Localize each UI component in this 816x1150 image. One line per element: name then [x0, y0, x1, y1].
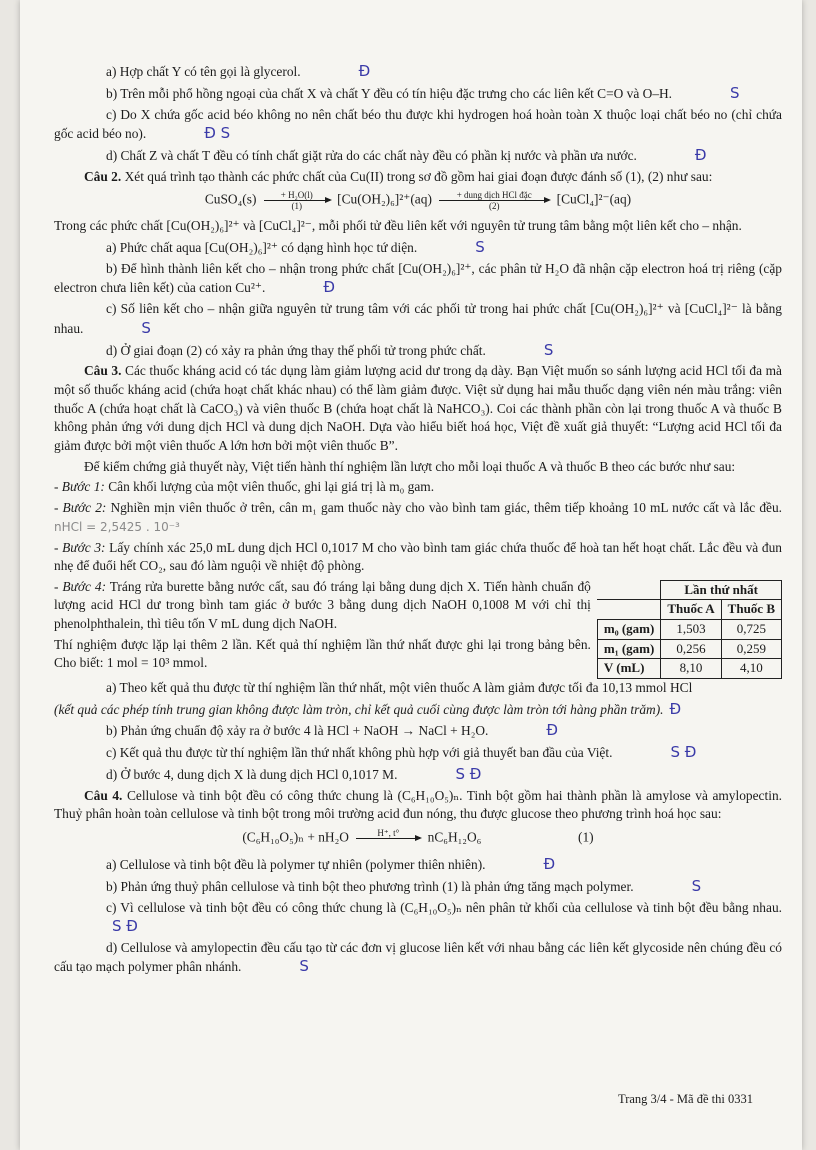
q2-statement-c: c) Số liên kết cho – nhận giữa nguyên tử trung tâm với các phối tử trong hai phức chất [Cu(OH₂)₆]²⁺ và [CuCl₄]²⁻ là bằng nhau. S: [54, 301, 782, 337]
q2-statement-b: b) Để hình thành liên kết cho – nhận trong phức chất [Cu(OH₂)₆]²⁺, các phân tử H₂O đã nhận cặp electron hoá trị riêng (cặp electron chưa liên kết) của cation Cu²⁺. Đ: [54, 260, 782, 297]
q1-statement-a: a) Hợp chất Y có tên gọi là glycerol. Đ: [106, 62, 371, 80]
q3-step-1: - Bước 1: Cân khối lượng của một viên thuốc, ghi lại giá trị là m₀ gam.: [54, 479, 435, 495]
handwritten-mark: S: [691, 876, 702, 895]
handwritten-mark: Đ: [323, 278, 335, 297]
q3-step4-block: [54, 578, 782, 679]
q3-statement-d: d) Ở bước 4, dung dịch X là dung dịch HCl 0,1017 M. S Đ: [106, 764, 482, 783]
handwritten-mark: Đ S: [204, 124, 231, 143]
q3-statement-a-note: (kết quả các phép tính trung gian không được làm tròn, chỉ kết quả cuối cùng được làm tròn tới hàng phần trăm). Đ: [54, 699, 682, 718]
q2-statement-a: a) Phức chất aqua [Cu(OH₂)₆]²⁺ có dạng hình học tứ diện. S: [106, 238, 485, 257]
q1-statement-d: d) Chất Z và chất T đều có tính chất giặt rửa do các chất này đều có phần kị nước và phần ưa nước. Đ: [106, 145, 707, 164]
col-thuoc-b: Thuốc B: [721, 600, 781, 620]
reaction-arrow-icon: H⁺, t°: [356, 828, 420, 849]
q2-intro: Câu 2. Xét quá trình tạo thành các phức chất của Cu(II) trong sơ đồ gồm hai giai đoạn được đánh số (1), (2) như sau:: [84, 168, 713, 184]
q1-statement-b: b) Trên mỗi phổ hồng ngoại của chất X và chất Y đều có tín hiệu đặc trưng cho các liên kết C=O và O–H. S: [106, 83, 740, 102]
handwritten-mark: S Đ: [112, 917, 138, 936]
page-footer: Trang 3/4 - Mã đề thi 0331: [618, 1092, 753, 1106]
q1-statement-c: c) Do X chứa gốc acid béo không no nên chất béo thu được khi hydrogen hoá hoàn toàn X thuộc loại chất béo no (chỉ chứa gốc acid béo no). Đ S: [54, 106, 782, 143]
table-row: V (mL) 8,10 4,10: [597, 659, 781, 679]
handwritten-mark: Đ: [546, 721, 559, 740]
q3-step4-text: [54, 578, 597, 675]
reaction-arrow-icon: + dung dịch HCl đặc (2): [439, 190, 549, 211]
table-subheader-row: [597, 600, 781, 620]
q3-step-3: - Bước 3: Lấy chính xác 25,0 mL dung dịch HCl 0,1017 M cho vào bình tam giác chứa thuốc để hoà tan hết hoạt chất. Lắc đều và đun nhẹ để đuổi hết CO₂, sau đó làm nguội về nhiệt độ phòng.: [54, 539, 782, 574]
q4-statement-d: d) Cellulose và amylopectin đều cấu tạo từ các đơn vị glucose liên kết với nhau bằng các liên kết glycoside nên chúng đều có cấu tạo mạch polymer phân nhánh. S: [54, 939, 782, 976]
handwritten-mark: Đ: [694, 145, 707, 164]
handwritten-mark: S Đ: [670, 743, 697, 762]
q3-repeat: Thí nghiệm được lặp lại thêm 2 lần. Kết quả thí nghiệm lần thứ nhất được ghi lại trong bảng bên. Cho biết: 1 mol = 10³ mmol.: [54, 636, 591, 671]
table-header-row: [597, 580, 781, 600]
q4-statement-c: c) Vì cellulose và tinh bột đều có công thức chung là (C₆H₁₀O₅)ₙ nên phân tử khối của cellulose và tinh bột đều bằng nhau.S Đ: [54, 899, 782, 937]
q3-statement-b: b) Phản ứng chuẩn độ xảy ra ở bước 4 là HCl + NaOH → NaCl + H₂O. Đ: [106, 721, 559, 740]
handwritten-mark: Đ: [358, 62, 371, 80]
q4-statement-b: b) Phản ứng thuỷ phân cellulose và tinh bột theo phương trình (1) là phản ứng tăng mạch polymer. S: [106, 876, 702, 895]
handwritten-mark: S: [299, 957, 309, 976]
q3-step-4: - Bước 4: Tráng rửa burette bằng nước cất, sau đó tráng lại bằng dung dịch X. Tiến hành chuẩn độ lượng acid HCl dư trong bình tam giác ở bước 3 bằng dung dịch NaOH 0,1008 M với chỉ thị phenolphthalein, thì tiêu tốn V mL dung dịch NaOH.: [54, 578, 591, 632]
q4-statement-a: a) Cellulose và tinh bột đều là polymer tự nhiên (polymer thiên nhiên). Đ: [106, 854, 556, 873]
handwritten-mark: S: [543, 340, 554, 359]
table-row: m₀ (gam) 1,503 0,725: [597, 620, 781, 640]
table-header: Lần thứ nhất: [661, 580, 782, 600]
q3-statement-c: c) Kết quả thu được từ thí nghiệm lần thứ nhất không phù hợp với giả thuyết ban đầu của Việt. S Đ: [106, 743, 697, 762]
handwritten-mark: Đ: [669, 699, 682, 718]
handwritten-mark: S: [141, 318, 151, 337]
q4-intro: Câu 4. Cellulose và tinh bột đều có công thức chung là (C₆H₁₀O₅)ₙ. Tinh bột gồm hai thành phần là amylose và amylopectin. Thuỷ phân hoàn toàn cellulose và tinh bột trong môi trường acid đun nóng, thu được glucose theo phương trình hoá học sau:: [54, 787, 782, 822]
q3-statement-a: a) Theo kết quả thu được từ thí nghiệm lần thứ nhất, một viên thuốc A làm giảm được tối đa 10,13 mmol HCl: [106, 679, 693, 695]
col-thuoc-a: Thuốc A: [661, 600, 721, 620]
table-row: m₁ (gam) 0,256 0,259: [597, 639, 781, 659]
handwritten-mark: S: [475, 238, 485, 257]
pencil-note: nHCl = 2,5425 . 10⁻³: [54, 519, 180, 534]
reaction-arrow-icon: $\frac{\text{+ H₂O(l)}}{(1)}$: [264, 190, 330, 211]
handwritten-mark: S: [730, 83, 740, 102]
page-content: [54, 62, 782, 979]
q3-step-2: - Bước 2: Nghiền mịn viên thuốc ở trên, cân m₁ gam thuốc này cho vào bình tam giác, thêm tiếp khoảng 10 mL nước cất và lắc đều. nHCl = 2,5425 . 10⁻³: [54, 500, 783, 534]
exam-page: [20, 0, 802, 1150]
handwritten-mark: Đ: [543, 854, 556, 873]
results-table: [597, 580, 782, 679]
q2-equation: CuSO₄(s) $\frac{\text{+ H₂O(l)}}{(1)}$ [Cu(OH₂)₆]²⁺(aq) + dung dịch HCl đặc (2) [CuCl₄]²⁻(aq): [204, 190, 632, 212]
q3-intro-2: Để kiểm chứng giả thuyết này, Việt tiến hành thí nghiệm lần lượt cho mỗi loại thuốc A và thuốc B theo các bước như sau:: [84, 458, 736, 474]
q2-statement: Trong các phức chất [Cu(OH₂)₆]²⁺ và [CuCl₄]²⁻, mỗi phối tử đều liên kết với nguyên tử trung tâm bằng một liên kết cho – nhận.: [54, 218, 742, 234]
q2-statement-d: d) Ở giai đoạn (2) có xảy ra phản ứng thay thế phối tử trong phức chất. S: [106, 340, 554, 359]
q3-intro: Câu 3. Các thuốc kháng acid có tác dụng làm giảm lượng acid dư trong dạ dày. Bạn Việt muốn so sánh lượng acid HCl tối đa mà một số thuốc kháng acid (chứa hoạt chất khác nhau) có thể làm giảm được. Việt sử dụng hai mẫu thuốc dạng viên nén màu trắng: viên thuốc A (chứa hoạt chất là CaCO₃) và viên thuốc B (chứa hoạt chất là NaHCO₃). Coi các thành phần còn lại trong thuốc A và thuốc B không phản ứng với dung dịch HCl và dung dịch NaOH. Dựa vào hiểu biết hoá học, Việt đề xuất giả thuyết: “Lượng acid HCl tối đa giảm được bởi một viên thuốc A lớn hơn bởi một viên thuốc B”.: [54, 363, 782, 453]
handwritten-mark: S Đ: [455, 764, 482, 783]
q4-equation: (C₆H₁₀O₅)ₙ + nH₂O H⁺, t° nC₆H₁₂O₆ (1): [54, 828, 782, 849]
